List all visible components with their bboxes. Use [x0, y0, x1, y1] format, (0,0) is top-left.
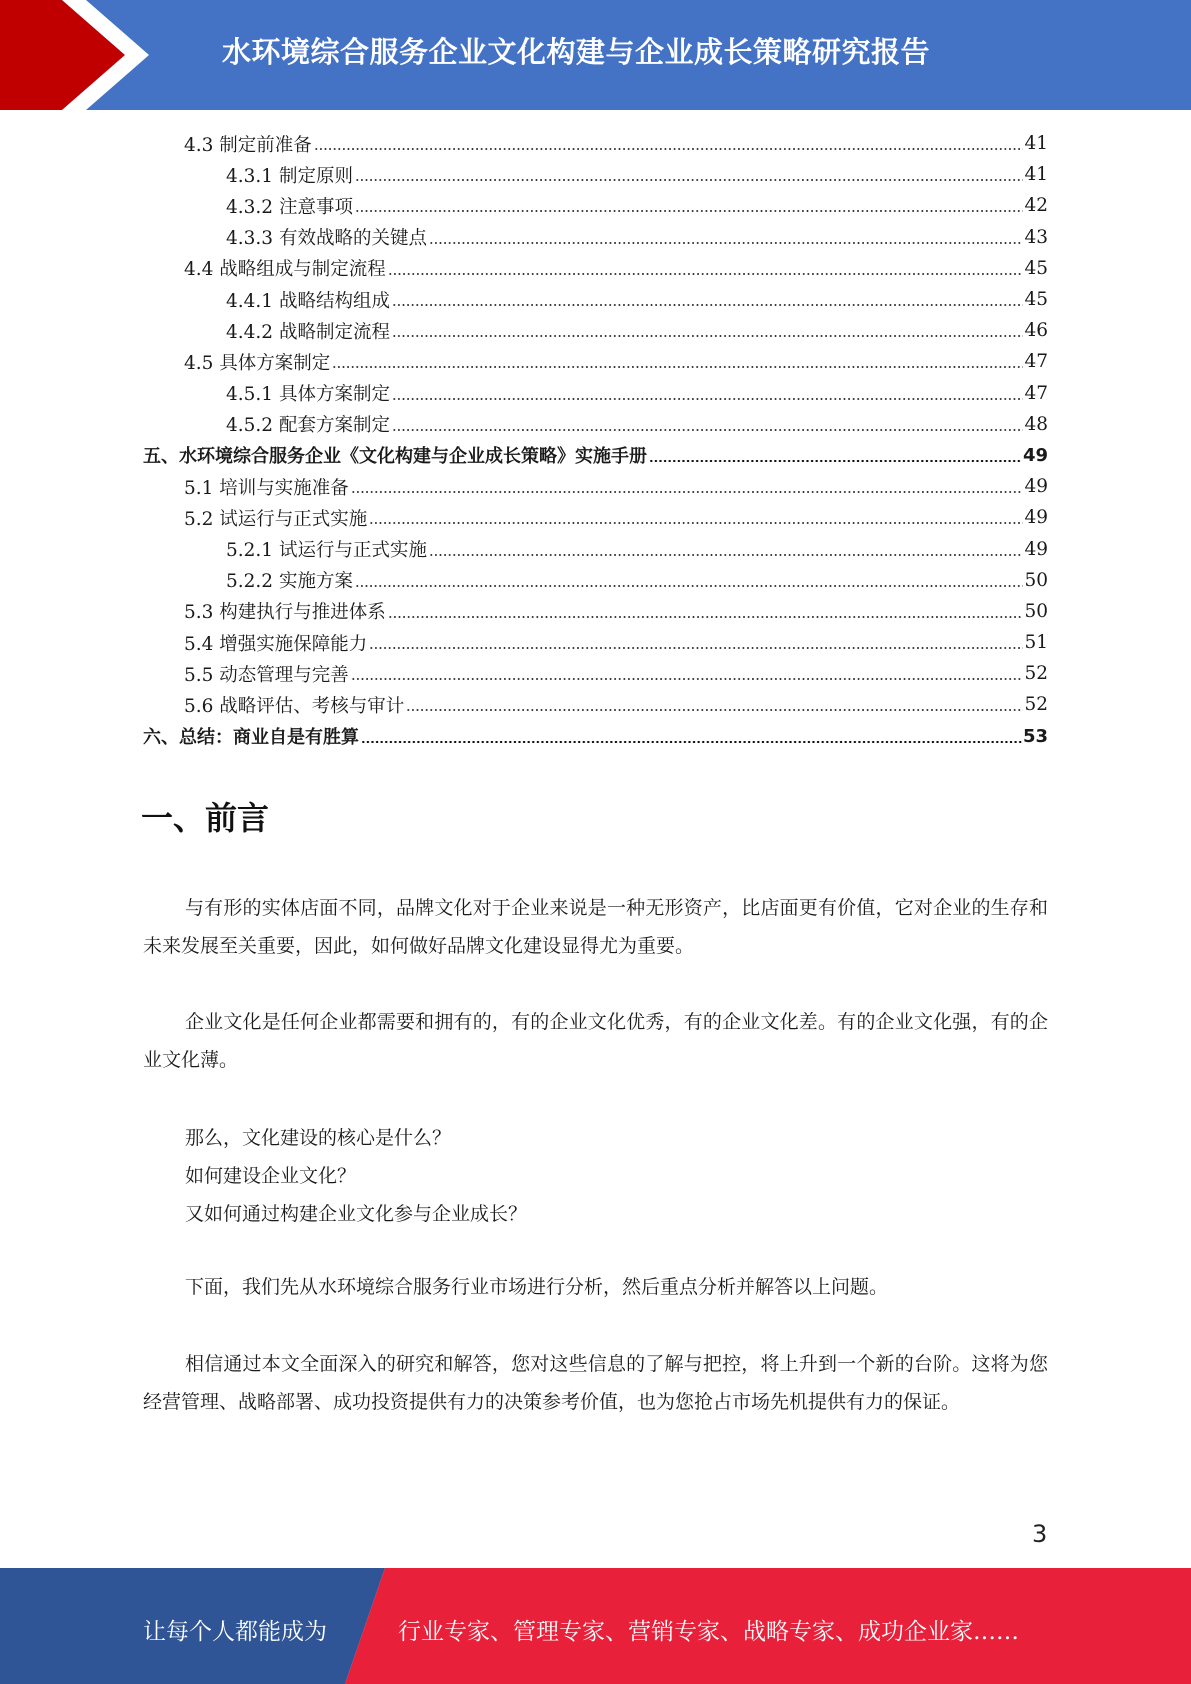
page-number: 3 — [1032, 1520, 1048, 1548]
toc-entry-page: 48 — [1024, 413, 1048, 435]
toc-dot-leader — [388, 616, 1024, 618]
toc-entry-title: 4.5.2 配套方案制定 — [226, 415, 390, 437]
toc-entry-page: 43 — [1024, 226, 1048, 248]
question-2: 如何建设企业文化？ — [185, 1165, 357, 1187]
toc-entry[interactable] — [143, 346, 1048, 377]
toc-entry-title: 5.2 试运行与正式实施 — [184, 508, 368, 530]
toc-dot-leader — [388, 273, 1024, 275]
toc-entry-title: 4.5 具体方案制定 — [184, 352, 331, 374]
header-arrow-decoration — [0, 0, 160, 110]
toc-entry[interactable] — [143, 596, 1048, 627]
toc-entry[interactable] — [143, 284, 1048, 315]
paragraph-2: 企业文化是任何企业都需要和拥有的，有的企业文化优秀，有的企业文化差。有的企业文化强，有的企业文化薄。 — [143, 1011, 1048, 1071]
toc-dot-leader — [332, 366, 1023, 368]
toc-dot-leader — [361, 741, 1022, 743]
toc-entry-page: 49 — [1024, 507, 1048, 529]
toc-entry-page: 50 — [1024, 569, 1048, 591]
toc-entry-title: 4.4.2 战略制定流程 — [226, 321, 390, 343]
toc-dot-leader — [369, 522, 1023, 524]
toc-dot-leader — [392, 335, 1023, 337]
toc-dot-leader — [392, 429, 1023, 431]
toc-entry-title: 4.3 制定前准备 — [184, 134, 312, 156]
toc-chapter-entry[interactable] — [143, 440, 1048, 471]
toc-dot-leader — [355, 585, 1024, 587]
toc-entry-page: 49 — [1024, 538, 1048, 560]
toc-entry-title: 5.2.1 试运行与正式实施 — [226, 540, 427, 562]
toc-chapter-entry[interactable] — [143, 721, 1048, 752]
toc-entry-page: 42 — [1024, 195, 1048, 217]
toc-dot-leader — [406, 709, 1023, 711]
toc-entry-page: 47 — [1024, 351, 1048, 373]
toc-entry[interactable] — [143, 471, 1048, 502]
toc-entry-title: 4.4 战略组成与制定流程 — [184, 259, 386, 281]
toc-entry[interactable] — [143, 222, 1048, 253]
toc-entry[interactable] — [143, 689, 1048, 720]
toc-entry-page: 41 — [1024, 133, 1048, 155]
toc-entry-title: 4.4.1 战略结构组成 — [226, 290, 390, 312]
toc-dot-leader — [351, 491, 1024, 493]
page-footer — [0, 1568, 1191, 1684]
paragraph-3: 下面，我们先从水环境综合服务行业市场进行分析，然后重点分析并解答以上问题。 — [185, 1276, 889, 1298]
toc-dot-leader — [392, 304, 1023, 306]
toc-entry-page: 45 — [1024, 289, 1048, 311]
question-3: 又如何通过构建企业文化参与企业成长？ — [185, 1203, 528, 1225]
toc-dot-leader — [314, 148, 1024, 150]
toc-entry-page: 53 — [1022, 725, 1048, 747]
table-of-contents — [143, 128, 1048, 752]
toc-entry-page: 52 — [1024, 663, 1048, 685]
toc-entry[interactable] — [143, 502, 1048, 533]
footer-slogan-right: 行业专家、管理专家、营销专家、战略专家、成功企业家…… — [398, 1619, 1019, 1645]
toc-entry-page: 46 — [1024, 320, 1048, 342]
toc-dot-leader — [351, 678, 1024, 680]
paragraph-4: 相信通过本文全面深入的研究和解答，您对这些信息的了解与把控，将上升到一个新的台阶。这将为您经营管理、战略部署、成功投资提供有力的决策参考价值，也为您抢占市场先机提供有力的保证。 — [143, 1353, 1048, 1413]
toc-entry[interactable] — [143, 315, 1048, 346]
toc-dot-leader — [392, 398, 1023, 400]
toc-entry-page: 49 — [1022, 444, 1048, 466]
toc-entry-title: 4.3.2 注意事项 — [226, 196, 353, 218]
header-title: 水环境综合服务企业文化构建与企业成长策略研究报告 — [222, 35, 931, 69]
toc-entry[interactable] — [143, 533, 1048, 564]
page-header — [0, 0, 1191, 110]
toc-dot-leader — [429, 554, 1023, 556]
toc-entry-page: 51 — [1024, 632, 1048, 654]
toc-entry-title: 5.5 动态管理与完善 — [184, 664, 349, 686]
toc-entry[interactable] — [143, 409, 1048, 440]
toc-dot-leader — [355, 179, 1024, 181]
toc-dot-leader — [429, 242, 1023, 244]
toc-entry-title: 5.1 培训与实施准备 — [184, 477, 349, 499]
section-title: 一、前言 — [141, 799, 270, 837]
toc-entry-page: 41 — [1024, 164, 1048, 186]
toc-entry[interactable] — [143, 190, 1048, 221]
toc-entry[interactable] — [143, 159, 1048, 190]
toc-entry[interactable] — [143, 658, 1048, 689]
toc-entry-title: 5.2.2 实施方案 — [226, 571, 353, 593]
toc-dot-leader — [355, 210, 1024, 212]
toc-entry-title: 5.4 增强实施保障能力 — [184, 633, 368, 655]
toc-entry-page: 52 — [1024, 694, 1048, 716]
footer-slogan-left: 让每个人都能成为 — [143, 1619, 327, 1645]
toc-entry-title: 五、水环境综合服务企业《文化构建与企业成长策略》实施手册 — [143, 446, 647, 468]
toc-entry-page: 45 — [1024, 257, 1048, 279]
toc-entry-title: 4.3.3 有效战略的关键点 — [226, 228, 427, 250]
question-1: 那么，文化建设的核心是什么？ — [185, 1127, 452, 1149]
toc-entry[interactable] — [143, 565, 1048, 596]
toc-entry-page: 49 — [1024, 476, 1048, 498]
toc-entry-title: 4.5.1 具体方案制定 — [226, 384, 390, 406]
toc-dot-leader — [369, 647, 1023, 649]
toc-entry-title: 5.6 战略评估、考核与审计 — [184, 695, 405, 717]
toc-entry-title: 4.3.1 制定原则 — [226, 165, 353, 187]
toc-entry-page: 47 — [1024, 382, 1048, 404]
toc-entry-title: 5.3 构建执行与推进体系 — [184, 602, 386, 624]
toc-entry[interactable] — [143, 378, 1048, 409]
paragraph-1: 与有形的实体店面不同，品牌文化对于企业来说是一种无形资产，比店面更有价值，它对企业的生存和未来发展至关重要，因此，如何做好品牌文化建设显得尤为重要。 — [143, 897, 1048, 957]
toc-entry[interactable] — [143, 627, 1048, 658]
toc-entry-page: 50 — [1024, 600, 1048, 622]
toc-entry[interactable] — [143, 253, 1048, 284]
toc-entry[interactable] — [143, 128, 1048, 159]
toc-entry-title: 六、总结：商业自是有胜算 — [143, 727, 359, 749]
toc-dot-leader — [649, 460, 1022, 462]
